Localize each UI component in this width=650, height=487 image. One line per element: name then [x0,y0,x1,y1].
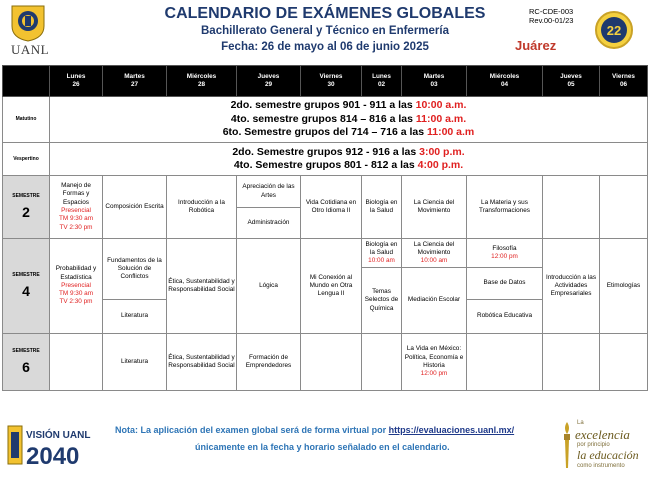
empty-cell [600,176,648,239]
exam-cell: Formación de Emprendedores [237,334,301,391]
exam-cell: Vida Cotidiana en Otro Idioma II [301,176,362,239]
empty-cell [543,176,600,239]
exam-cell: Probabilidad y Estadística Presencial TM 9:30 am TV 2:30 pm [50,239,103,334]
empty-cell [50,334,103,391]
vespertino-schedule: 2do. Semestre grupos 912 - 916 a las 3:00 p.m. 4to. Semestre grupos 801 - 812 a las 4:00 p.m. [50,143,648,176]
day-header: Lunes 26 [50,66,103,97]
svg-text:VISIÓN UANL: VISIÓN UANL [26,430,91,441]
evaluaciones-link[interactable]: https://evaluaciones.uanl.mx/ [388,425,515,435]
exam-cell: La Ciencia del Movimiento 10:00 am [402,239,467,268]
document-code: RC-CDE-003 [529,7,574,16]
motto-line: La [577,420,584,426]
empty-cell [467,334,543,391]
semester-4-label: SEMESTRE 4 [3,239,50,334]
page-title: CALENDARIO DE EXÁMENES GLOBALES [164,5,486,22]
exam-cell: Literatura [103,334,167,391]
shift-label-vespertino: Vespertino [3,143,50,176]
day-header: Lunes 02 [362,66,402,97]
exam-cell: Biología en la Salud [362,176,402,239]
day-header: Jueves 29 [237,66,301,97]
exam-cell: Administración [237,208,301,239]
exam-cell: Mediación Escolar [402,268,467,334]
matutino-schedule: 2do. semestre grupos 901 - 911 a las 10:00 a.m. 4to. semestre grupos 814 – 816 a las 11:00 a.m. 6to. Semestre grupos del 714 – 716 a las 11:00 a.m [50,97,648,143]
header-corner [3,66,50,97]
exam-cell: Temas Selectos de Química [362,268,402,334]
exam-cell: Mi Conexión al Mundo en Otra Lengua II [301,239,362,334]
exam-cell: Biología en la Salud 10:00 am [362,239,402,268]
svg-text:2040: 2040 [26,443,80,470]
exam-cell: Literatura [103,300,167,334]
empty-cell [600,334,648,391]
exam-cell: La Materia y sus Transformaciones [467,176,543,239]
exam-cell: Ética, Sustentabilidad y Responsabilidad Social [167,239,237,334]
footer-note: Nota: La aplicación del examen global será de forma virtual por https://evaluaciones.uanl.mx/ [115,425,515,435]
empty-cell [543,334,600,391]
day-header: Martes 27 [103,66,167,97]
motto-line: como instrumento [577,463,625,469]
uanl-seal-icon [8,4,48,42]
matutino-row [3,97,648,143]
preparatoria-22-badge-icon [594,10,634,50]
exam-cell: Filosofía 12:00 pm [467,239,543,268]
motto-line: la educación [577,448,639,462]
exam-cell: Etimologías [600,239,648,334]
exam-cell: Apreciación de las Artes [237,176,301,208]
semester-6-label: SEMESTRE 6 [3,334,50,391]
vespertino-row [3,143,648,176]
semester-6-row [3,334,648,391]
semester-2-label: SEMESTRE 2 [3,176,50,239]
day-header: Viernes 30 [301,66,362,97]
day-header: Viernes 06 [600,66,648,97]
empty-cell [301,334,362,391]
exam-cell: Lógica [237,239,301,334]
exam-cell: La Ciencia del Movimiento [402,176,467,239]
motto-line: excelencia [575,427,630,442]
uanl-logo-text: UANL [11,42,50,57]
day-header: Jueves 05 [543,66,600,97]
exam-cell: Base de Datos [467,268,543,300]
days-header-row [3,66,648,97]
date-range: Fecha: 26 de mayo al 06 de junio 2025 [221,41,429,53]
exam-cell: Introducción a las Actividades Empresariales [543,239,600,334]
exam-cell: Robótica Educativa [467,300,543,334]
semester-4-row [3,239,648,268]
exam-calendar-table [2,65,648,391]
semester-2-row [3,176,648,208]
exam-cell: Introducción a la Robótica [167,176,237,239]
document-revision: Rev.00-01/23 [529,16,574,25]
empty-cell [362,334,402,391]
badge-number: 22 [606,23,622,38]
footer-note-line2: únicamente en la fecha y horario señalado en el calendario. [195,442,450,452]
vision-uanl-2040-logo-icon [6,420,96,470]
torch-icon [560,420,574,470]
exam-cell: Ética, Sustentabilidad y Responsabilidad Social [167,334,237,391]
exam-cell: Manejo de Formas y Espacios Presencial TM 9:30 am TV 2:30 pm [50,176,103,239]
shift-label-matutino: Matutino [3,97,50,143]
day-header: Miércoles 04 [467,66,543,97]
day-header: Martes 03 [402,66,467,97]
exam-cell: Fundamentos de la Solución de Conflictos [103,239,167,300]
header [0,0,650,64]
page-subtitle: Bachillerato General y Técnico en Enfermería [201,25,449,37]
motto-line: por principio [577,442,610,448]
day-header: Miércoles 28 [167,66,237,97]
motto-logo [560,418,648,476]
exam-cell: La Vida en México: Política, Economía e Historia 12:00 pm [402,334,467,391]
exam-cell: Composición Escrita [103,176,167,239]
campus-name: Juárez [515,38,557,53]
